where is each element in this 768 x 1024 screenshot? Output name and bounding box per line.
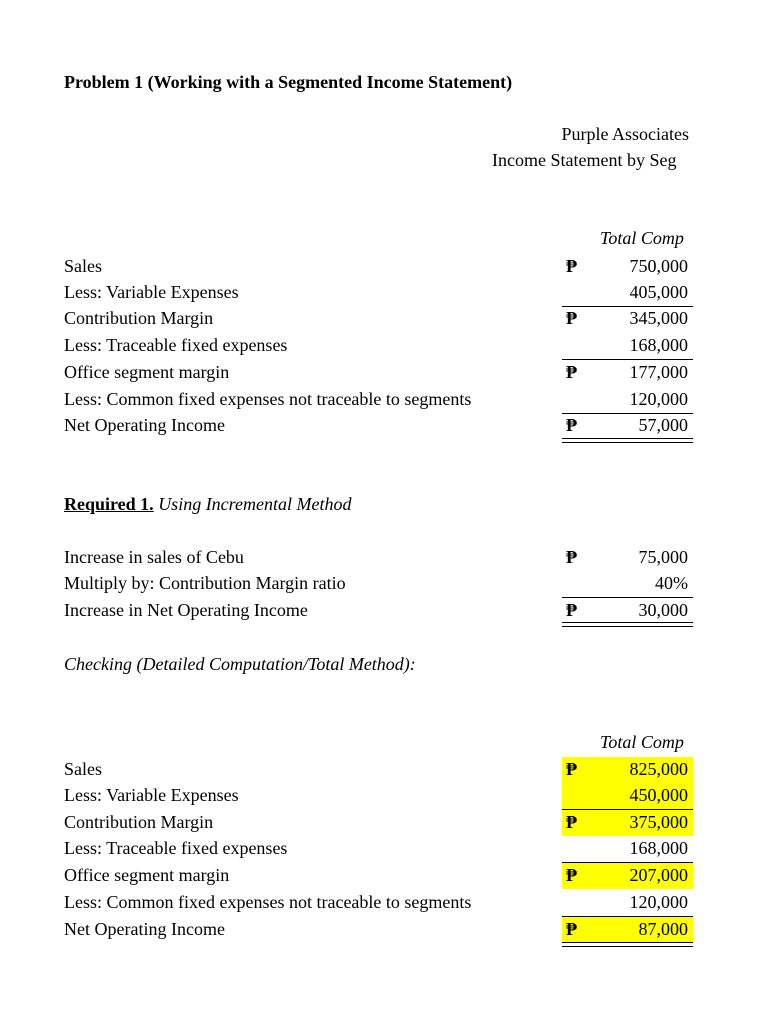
r1-row-label-increase-sales: Increase in sales of Cebu [64,547,244,567]
s2-double-underline [562,942,693,947]
s1-underline-3 [562,413,693,414]
s2-amount-common-fixed: 120,000 [629,892,688,912]
s1-peso-sign: ₱ [566,256,577,276]
s1-peso-sign: ₱ [566,415,577,435]
s2-row-label-traceable-fixed: Less: Traceable fixed expenses [64,838,288,858]
s1-peso-sign: ₱ [566,362,577,382]
s1-amount-office-segment-margin: 177,000 [629,362,688,382]
s2-underline-3 [562,916,693,917]
required-1-label: Required 1. [64,494,154,514]
s1-row-label-sales: Sales [64,256,102,276]
r1-peso-sign: ₱ [566,547,577,567]
s2-amount-contribution-margin: 375,000 [629,812,688,832]
r1-amount-increase-sales: 75,000 [638,547,688,567]
r1-row-label-increase-noi: Increase in Net Operating Income [64,600,308,620]
s2-amount-office-segment-margin: 207,000 [629,865,688,885]
r1-peso-sign: ₱ [566,600,577,620]
s2-amount-sales: 825,000 [629,759,688,779]
statement-title: Income Statement by Seg [492,150,677,170]
s1-peso-sign: ₱ [566,308,577,328]
s2-row-label-variable-expenses: Less: Variable Expenses [64,785,239,805]
s1-amount-variable-expenses: 405,000 [629,282,688,302]
r1-double-underline [562,622,693,627]
s2-peso-sign: ₱ [566,759,577,779]
s2-underline-2 [562,862,693,863]
r1-amount-increase-noi: 30,000 [638,600,688,620]
r1-underline [562,597,693,598]
s2-row-label-office-segment-margin: Office segment margin [64,865,230,885]
s2-peso-sign: ₱ [566,919,577,939]
s1-amount-contribution-margin: 345,000 [629,308,688,328]
s1-row-label-net-operating-income: Net Operating Income [64,415,225,435]
s1-row-label-variable-expenses: Less: Variable Expenses [64,282,239,302]
s1-amount-sales: 750,000 [629,256,688,276]
s1-row-label-office-segment-margin: Office segment margin [64,362,230,382]
column-header-total-company-2: Total Comp [600,732,684,752]
s1-double-underline [562,438,693,443]
s1-amount-net-operating-income: 57,000 [638,415,688,435]
s1-underline-2 [562,359,693,360]
column-header-total-company: Total Comp [600,228,684,248]
page-title: Problem 1 (Working with a Segmented Income Statement) [64,72,513,92]
s2-row-label-contribution-margin: Contribution Margin [64,812,214,832]
company-name: Purple Associates [561,124,689,144]
s2-amount-traceable-fixed: 168,000 [629,838,688,858]
s2-row-label-net-operating-income: Net Operating Income [64,919,225,939]
s2-underline-1 [562,809,693,810]
s1-row-label-traceable-fixed: Less: Traceable fixed expenses [64,335,288,355]
s1-underline-1 [562,306,693,307]
s1-row-label-common-fixed: Less: Common fixed expenses not traceable to segments [64,389,472,409]
s2-amount-net-operating-income: 87,000 [638,919,688,939]
s1-amount-traceable-fixed: 168,000 [629,335,688,355]
checking-label: Checking (Detailed Computation/Total Method): [64,654,416,674]
r1-row-label-cm-ratio: Multiply by: Contribution Margin ratio [64,573,346,593]
s2-row-label-sales: Sales [64,759,102,779]
required-1-method: Using Incremental Method [153,494,352,514]
s2-amount-variable-expenses: 450,000 [629,785,688,805]
s2-row-label-common-fixed: Less: Common fixed expenses not traceable to segments [64,892,472,912]
s2-peso-sign: ₱ [566,812,577,832]
s1-row-label-contribution-margin: Contribution Margin [64,308,214,328]
r1-amount-cm-ratio: 40% [655,573,688,593]
required-1-heading [64,494,351,515]
s2-peso-sign: ₱ [566,865,577,885]
s1-amount-common-fixed: 120,000 [629,389,688,409]
